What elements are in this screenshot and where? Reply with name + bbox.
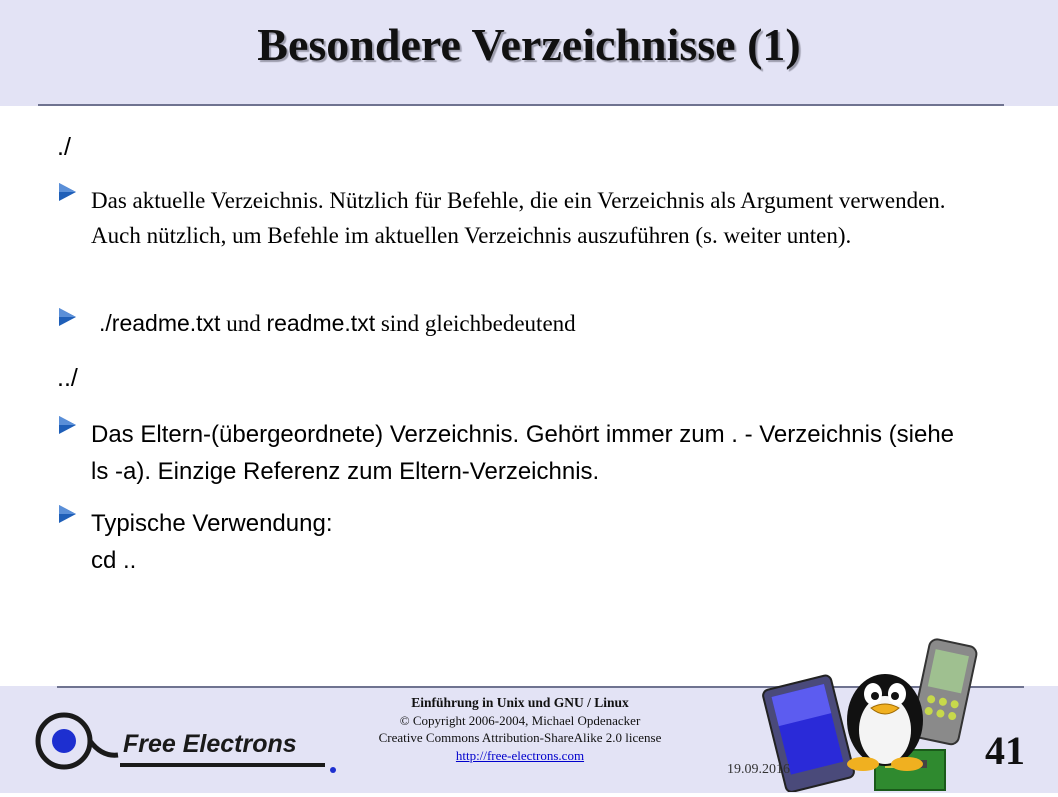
code-readme-relative: ./readme.txt bbox=[99, 310, 221, 336]
item-typical-usage bbox=[91, 505, 991, 579]
footer-link[interactable]: http://free-electrons.com bbox=[455, 747, 585, 763]
footer-course-title: Einführung in Unix und GNU / Linux bbox=[411, 695, 629, 710]
footer-info bbox=[320, 694, 720, 764]
heading-parent-dir: ../ bbox=[57, 364, 78, 392]
text-gleichbedeutend: sind gleichbedeutend bbox=[375, 311, 576, 336]
heading-current-dir: ./ bbox=[57, 133, 71, 161]
slide-date: 19.09.2016 bbox=[727, 762, 790, 777]
text-und: und bbox=[220, 311, 267, 336]
slide-content bbox=[0, 106, 1058, 686]
logo-text: Free Electrons bbox=[123, 730, 297, 758]
usage-label: Typische Verwendung: bbox=[91, 510, 333, 537]
code-readme: readme.txt bbox=[266, 310, 376, 336]
item-current-dir-description: Das aktuelle Verzeichnis. Nützlich für Befehle, die ein Verzeichnis als Argument verwenden. Auch nützlich, um Befehle im aktuellen Verzeichnis auszuführen (s. weiter unten). bbox=[91, 188, 946, 248]
bullet-triangle-icon bbox=[57, 504, 77, 524]
item-readme-equivalence bbox=[99, 306, 999, 344]
free-electrons-logo bbox=[30, 705, 340, 785]
slide-title: Besondere Verzeichnisse (1) bbox=[257, 19, 801, 70]
footer-copyright: © Copyright 2006-2004, Michael Opdenacker bbox=[399, 712, 641, 728]
footer-license: Creative Commons Attribution-ShareAlike 2.0 license bbox=[378, 730, 662, 745]
usage-command: cd .. bbox=[91, 547, 137, 574]
bullet-triangle-icon bbox=[57, 307, 77, 327]
bullet-triangle-icon bbox=[57, 182, 77, 202]
bullet-triangle-icon bbox=[57, 415, 77, 435]
page-number: 41 bbox=[985, 728, 1025, 773]
item-parent-dir-description: Das Eltern-(übergeordnete) Verzeichnis. Gehört immer zum . - Verzeichnis (siehe ls -a). Einzige Referenz zum Eltern-Verzeichnis. bbox=[91, 421, 955, 485]
